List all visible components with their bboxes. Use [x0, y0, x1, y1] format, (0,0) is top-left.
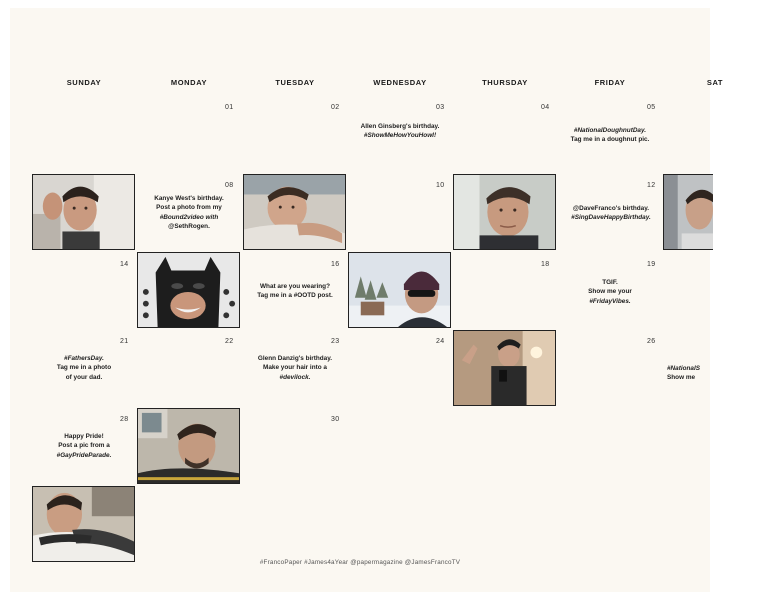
note-june-23 [243, 354, 347, 382]
photo-june-17 [348, 252, 451, 328]
note-hashtag: #ShowMeHowYouHowl! [363, 132, 437, 140]
date-24: 24 [436, 338, 445, 345]
note-june-05 [543, 126, 677, 145]
note-line: Post a pic from a [58, 442, 110, 450]
note-june-03 [348, 122, 452, 141]
note-line: Make your hair into a [263, 364, 327, 372]
photo-june-22 [137, 408, 240, 484]
day-header-wednesday: WEDNESDAY [373, 78, 427, 87]
note-june-08 [137, 194, 241, 231]
note-june-19 [558, 278, 662, 306]
note-june-21 [32, 354, 136, 382]
date-30: 30 [331, 416, 340, 423]
day-header-friday: FRIDAY [594, 78, 626, 87]
note-line: Glenn Danzig's birthday. [257, 355, 333, 362]
date-01: 01 [225, 104, 234, 111]
note-line: Allen Ginsberg's birthday. [360, 123, 440, 130]
photo-june-29 [32, 486, 135, 562]
calendar-page [10, 8, 724, 592]
date-26: 26 [647, 338, 656, 345]
date-10: 10 [436, 182, 445, 189]
photo-june-13-partial [663, 174, 713, 250]
date-21: 21 [120, 338, 129, 345]
photo-june-25 [453, 330, 556, 406]
note-june-26-partial [667, 364, 727, 383]
note-line: @SethRogen. [168, 222, 210, 230]
note-line: Tag me in a #OOTD post. [257, 292, 333, 300]
date-12: 12 [647, 182, 656, 189]
date-19: 19 [647, 261, 656, 268]
date-04: 04 [541, 104, 550, 111]
note-line: Show me [667, 374, 696, 382]
date-28: 28 [120, 416, 129, 423]
photo-june-09 [243, 174, 346, 250]
note-hashtag: #devilock. [279, 373, 311, 381]
date-05: 05 [647, 104, 656, 111]
note-line: of your dad. [65, 373, 103, 381]
day-header-tuesday: TUESDAY [275, 78, 315, 87]
note-june-16 [243, 282, 347, 301]
date-14: 14 [120, 261, 129, 268]
day-header-monday: MONDAY [170, 78, 208, 87]
date-08: 08 [225, 182, 234, 189]
photo-june-11 [453, 174, 556, 250]
note-line: TGIF. [602, 279, 618, 286]
note-hashtag: #GayPrideParade. [56, 451, 112, 459]
day-header-sunday: SUNDAY [66, 78, 102, 87]
date-03: 03 [436, 104, 445, 111]
photo-june-07 [32, 174, 135, 250]
date-18: 18 [541, 261, 550, 268]
note-hashtag: #SingDaveHappyBirthday. [571, 214, 651, 222]
date-22: 22 [225, 338, 234, 345]
footer-hashtags: #FrancoPaper #James4aYear @papermagazine @JamesFrancoTV [259, 559, 461, 566]
day-header-saturday: SAT [706, 78, 724, 87]
note-hashtag: #NationalS [667, 365, 701, 372]
note-line: @DaveFranco's birthday. [572, 205, 650, 212]
note-line: Post a photo from my [156, 204, 222, 212]
note-line: Happy Pride! [64, 433, 104, 440]
note-hashtag: #FathersDay. [64, 355, 104, 362]
note-june-28 [32, 432, 136, 460]
date-23: 23 [331, 338, 340, 345]
note-hashtag: #NationalDoughnutDay. [573, 127, 647, 134]
note-line: Kanye West's birthday. [154, 195, 224, 202]
note-line: Tag me in a photo [56, 364, 112, 372]
date-16: 16 [331, 261, 340, 268]
note-line: What are you wearing? [260, 283, 330, 290]
day-header-thursday: THURSDAY [482, 78, 528, 87]
note-line: Show me your [588, 288, 632, 296]
note-hashtag: #Bound2video with [159, 213, 219, 221]
note-line: Tag me in a doughnut pic. [570, 136, 650, 144]
photo-june-15 [137, 252, 240, 328]
note-june-12 [551, 204, 671, 223]
note-hashtag: #FridayVibes. [589, 297, 631, 305]
date-02: 02 [331, 104, 340, 111]
